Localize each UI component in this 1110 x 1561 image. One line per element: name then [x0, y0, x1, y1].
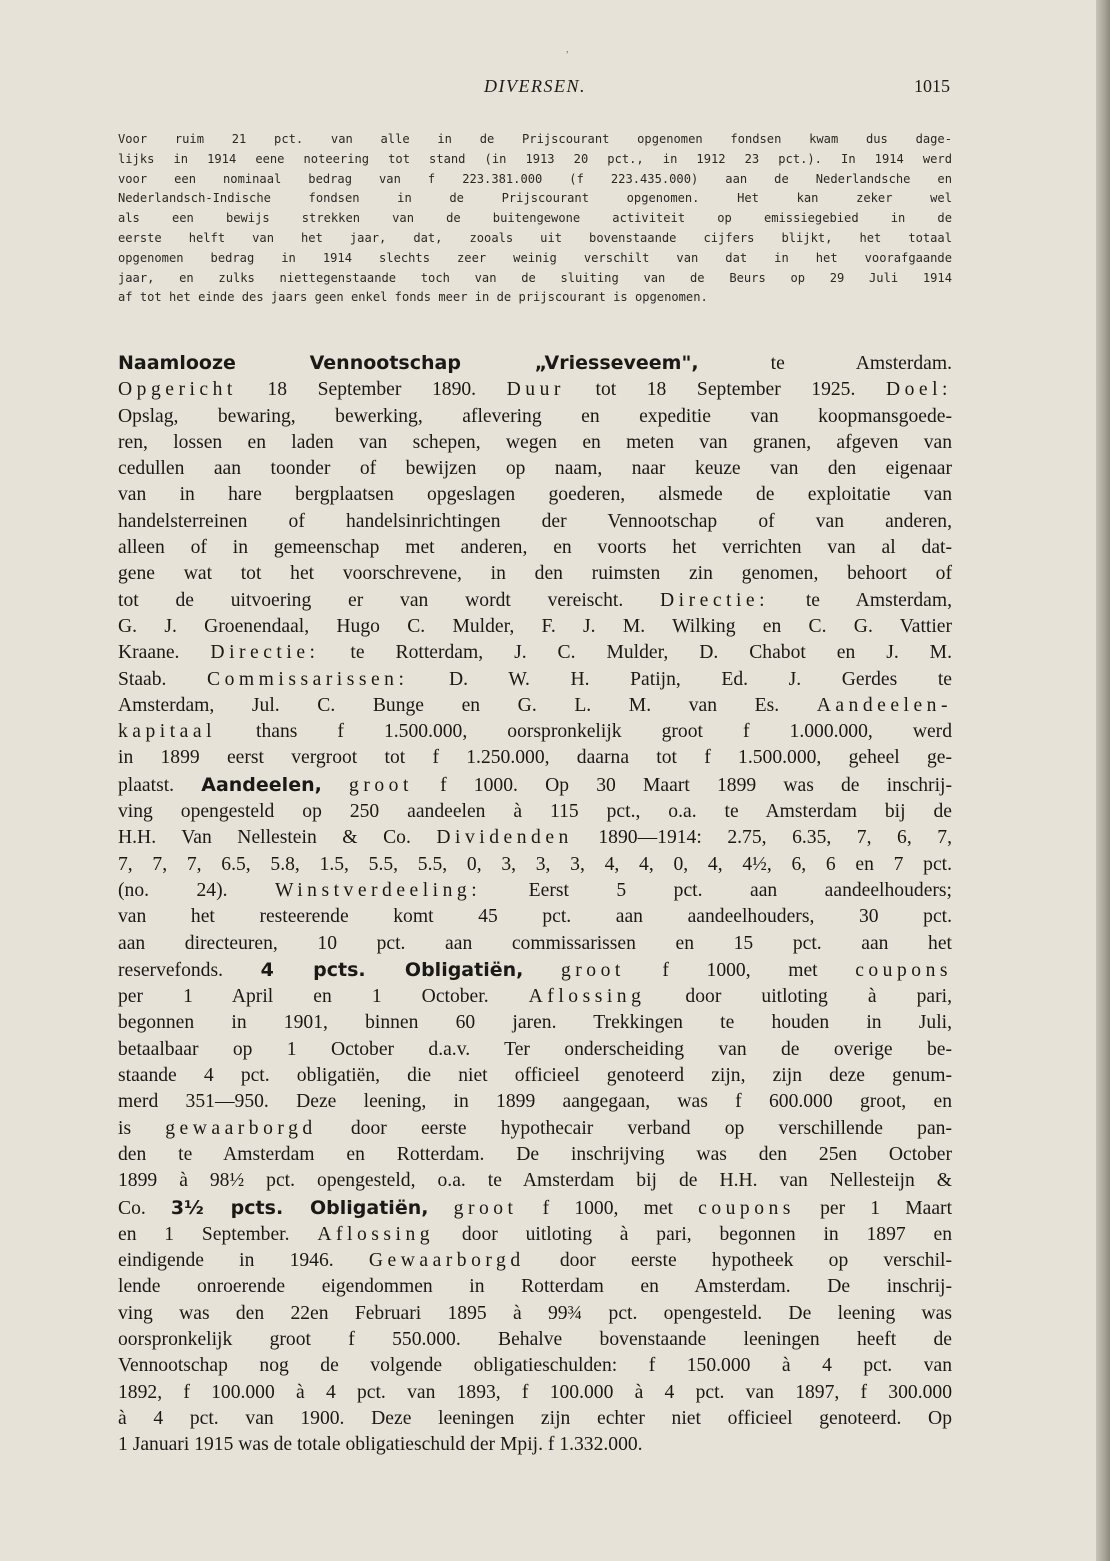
print-mark: ,: [566, 44, 569, 55]
entry-line: [118, 1353, 952, 1379]
entry-text: van het resteerende komt 45 pct. aan aandeelhouders, 30 pct.: [118, 906, 952, 928]
entry-line: [118, 745, 952, 771]
entry-text: van in hare bergplaatsen opgeslagen goederen, alsmede de exploitatie van: [118, 484, 952, 506]
intro-line: als een bewijs strekken van de buitengewone activiteit op emissiegebied in de: [118, 211, 952, 226]
entry-text: [523, 960, 561, 981]
company-name: Naamlooze Vennootschap „Vriesseveem",: [118, 352, 699, 374]
entry-line: [118, 640, 952, 666]
entry-text: per 1 Maart: [794, 1197, 953, 1219]
entry-line: [118, 1380, 952, 1406]
entry-line: [118, 561, 952, 587]
spaced-keyword: groot: [453, 1197, 518, 1219]
entry-text: f 1000. Op 30 Maart 1899 was de inschrij-: [412, 774, 952, 796]
entry-text: 7, 7, 7, 6.5, 5.8, 1.5, 5.5, 5.5, 0, 3, 3, 3, 4, 4, 0, 4, 4½, 6, 6 en 7 pct.: [118, 853, 952, 875]
entry-line: [118, 614, 952, 640]
intro-line: af tot het einde des jaars geen enkel fonds meer in de prijscourant is opgenomen.: [118, 290, 708, 305]
spaced-keyword: Duur: [506, 379, 565, 401]
entry-line: [118, 430, 952, 456]
entry-line: [118, 588, 952, 614]
entry-text: 18 September 1890.: [236, 379, 507, 401]
entry-text: door uitloting à pari,: [645, 986, 952, 1008]
entry-line: [118, 1301, 952, 1327]
entry-line: [118, 1327, 952, 1353]
entry-line: [118, 984, 952, 1010]
spaced-keyword: groot: [560, 959, 625, 981]
entry-line: [118, 878, 952, 904]
entry-text: f 1000, met: [624, 959, 856, 981]
entry-text: ren, lossen en laden van schepen, wegen en meten van granen, afgeven van: [118, 431, 952, 453]
running-title: DIVERSEN.: [484, 76, 586, 96]
entry-line: [118, 1274, 952, 1300]
entry-text: per 1 April en 1 October.: [118, 986, 529, 1008]
spaced-keyword: groot: [349, 774, 413, 796]
entry-line: [118, 719, 952, 745]
section-heading: 4 pcts. Obligatiën,: [260, 958, 524, 981]
entry-text: door eerste hypothecair verband op verschillende pan-: [316, 1117, 952, 1139]
spaced-keyword: Gewaarborgd: [368, 1250, 525, 1272]
entry-text: aan directeuren, 10 pct. aan commissarissen en 15 pct. aan het: [118, 932, 952, 954]
entry-text: H.H. Van Nellestein & Co.: [118, 827, 437, 849]
section-heading: Aandeelen,: [201, 773, 322, 796]
spaced-keyword: Winstverdeeling:: [275, 879, 482, 901]
entry-line: [118, 509, 952, 535]
entry-text: Kraane.: [118, 642, 211, 664]
entry-line: [118, 1116, 952, 1142]
page-header: [120, 76, 950, 102]
intro-line: Nederlandsch-Indische fondsen in de Prijscourant opgenomen. Het kan zeker wel: [118, 191, 952, 206]
intro-paragraph: [118, 130, 952, 308]
company-heading: [118, 350, 952, 377]
spaced-keyword: Aflossing: [528, 986, 646, 1008]
entry-line: [118, 931, 952, 957]
entry-text: 1 Januari 1915 was de totale obligatieschuld der Mpij. f 1.332.000.: [118, 1434, 643, 1456]
entry-line: [118, 404, 952, 430]
entry-text: Staab.: [118, 668, 208, 690]
entry-text: [428, 1198, 453, 1219]
entry-text: Vennootschap nog de volgende obligatieschulden: f 150.000 à 4 pct. van: [118, 1355, 952, 1377]
entry-text: merd 351—950. Deze leening, in 1899 aangegaan, was f 600.000 groot, en: [118, 1091, 952, 1113]
entry-text: 1890—1914: 2.75, 6.35, 7, 6, 7,: [572, 827, 952, 849]
spaced-keyword: Aandeelen-: [816, 694, 952, 716]
spaced-keyword: coupons: [855, 959, 952, 981]
entry-line: [118, 1195, 952, 1222]
entry-text: staande 4 pct. obligatiën, die niet officieel genoteerd zijn, zijn deze genum-: [118, 1065, 952, 1087]
entry-text: plaatst.: [118, 774, 202, 796]
entry-line: [118, 535, 952, 561]
entry-text: is: [118, 1117, 166, 1139]
entry-text: tot de uitvoering er van wordt vereischt.: [118, 589, 661, 611]
spaced-keyword: gewaarborgd: [165, 1117, 317, 1139]
entry-line: [118, 1432, 952, 1458]
company-entry: [118, 350, 952, 1458]
intro-line: jaar, en zulks niettegenstaande toch van de sluiting van de Beurs op 29 Juli 1914: [118, 270, 952, 285]
spaced-keyword: coupons: [698, 1197, 795, 1219]
entry-line: [118, 1222, 952, 1248]
entry-line: [118, 667, 952, 693]
entry-line: [118, 904, 952, 930]
spaced-keyword: Doel:: [885, 379, 952, 401]
spaced-keyword: Commissarissen:: [207, 668, 409, 690]
intro-line: lijks in 1914 eene noteering tot stand (in 1913 20 pct., in 1912 23 pct.). In 1914 werd: [118, 151, 952, 166]
entry-line: [118, 957, 952, 984]
spaced-keyword: kapitaal: [118, 721, 217, 743]
entry-text: reservefonds.: [118, 959, 261, 981]
entry-text: handelsterreinen of handelsinrichtingen der Vennootschap of van anderen,: [118, 510, 952, 532]
entry-line: [118, 1063, 952, 1089]
entry-line: [118, 1168, 952, 1194]
page-number: 1015: [914, 76, 950, 96]
entry-text: begonnen in 1901, binnen 60 jaren. Trekkingen te houden in Juli,: [118, 1012, 952, 1034]
entry-text: tot 18 September 1925.: [564, 379, 886, 401]
spaced-keyword: Aflossing: [317, 1223, 435, 1245]
entry-line: [118, 1406, 952, 1432]
entry-text: en 1 September.: [118, 1223, 318, 1245]
entry-line: [118, 1089, 952, 1115]
entry-line: [118, 825, 952, 851]
entry-text: door uitloting à pari, begonnen in 1897 en: [434, 1223, 952, 1245]
entry-text: betaalbaar op 1 October d.a.v. Ter onderscheiding van de overige be-: [118, 1038, 952, 1060]
spaced-keyword: Directie:: [660, 589, 770, 611]
entry-line: [118, 693, 952, 719]
entry-text: te Rotterdam, J. C. Mulder, D. Chabot en J. M.: [319, 642, 952, 664]
entry-text: [322, 775, 349, 796]
entry-line: [118, 772, 952, 799]
intro-line: voor een nominaal bedrag van f 223.381.000 (f 223.435.000) aan de Nederlandsche en: [118, 171, 952, 186]
entry-line: [118, 852, 952, 878]
entry-text: à 4 pct. van 1900. Deze leeningen zijn echter niet officieel genoteerd. Op: [118, 1407, 952, 1429]
entry-line: [118, 1248, 952, 1274]
entry-line: [118, 456, 952, 482]
company-entry-body: [118, 377, 952, 1458]
entry-text: eindigende in 1946.: [118, 1250, 369, 1272]
entry-text: thans f 1.500.000, oorspronkelijk groot f 1.000.000, werd: [216, 721, 952, 743]
entry-text: f 1000, met: [517, 1197, 699, 1219]
spaced-keyword: Directie:: [210, 642, 320, 664]
entry-text: Co.: [118, 1197, 171, 1219]
entry-line: [118, 799, 952, 825]
entry-line: [118, 377, 952, 403]
intro-line: eerste helft van het jaar, dat, zooals uit bovenstaande cijfers blijkt, het totaal: [118, 230, 952, 245]
entry-text: lende onroerende eigendommen in Rotterdam en Amsterdam. De inschrij-: [118, 1276, 952, 1298]
intro-line: Voor ruim 21 pct. van alle in de Prijscourant opgenomen fondsen kwam dus dage-: [118, 132, 952, 146]
entry-text: 1899 à 98½ pct. opengesteld, o.a. te Amsterdam bij de H.H. van Nellesteijn &: [118, 1170, 952, 1192]
entry-text: Amsterdam, Jul. C. Bunge en G. L. M. van Es.: [118, 694, 817, 716]
entry-text: oorspronkelijk groot f 550.000. Behalve bovenstaande leeningen heeft de: [118, 1328, 952, 1350]
entry-line: [118, 1037, 952, 1063]
entry-text: 1892, f 100.000 à 4 pct. van 1893, f 100.000 à 4 pct. van 1897, f 300.000: [118, 1381, 952, 1403]
entry-text: G. J. Groenendaal, Hugo C. Mulder, F. J. M. Wilking en C. G. Vattier: [118, 615, 952, 637]
entry-text: in 1899 eerst vergroot tot f 1.250.000, daarna tot f 1.500.000, geheel ge-: [118, 747, 952, 769]
intro-line: opgenomen bedrag in 1914 slechts zeer weinig verschilt van dat in het voorafgaande: [118, 250, 952, 265]
company-location: te Amsterdam.: [698, 353, 953, 374]
entry-text: Eerst 5 pct. aan aandeelhouders;: [481, 879, 952, 901]
entry-line: [118, 482, 952, 508]
entry-text: D. W. H. Patijn, Ed. J. Gerdes te: [408, 668, 952, 690]
spaced-keyword: Opgericht: [118, 379, 237, 401]
entry-text: ving was den 22en Februari 1895 à 99¾ pct. opengesteld. De leening was: [118, 1302, 952, 1324]
entry-text: cedullen aan toonder of bewijzen op naam, naar keuze van den eigenaar: [118, 458, 952, 480]
entry-text: alleen of in gemeenschap met anderen, en voorts het verrichten van al dat-: [118, 537, 952, 559]
entry-text: door eerste hypotheek op verschil-: [524, 1250, 952, 1272]
section-heading: 3½ pcts. Obligatiën,: [170, 1196, 429, 1219]
book-binding-edge: [1096, 0, 1110, 1561]
entry-text: Opslag, bewaring, bewerking, aflevering en expeditie van koopmansgoede-: [118, 405, 952, 427]
entry-line: [118, 1010, 952, 1036]
entry-text: den te Amsterdam en Rotterdam. De inschrijving was den 25en October: [118, 1143, 952, 1165]
entry-text: (no. 24).: [118, 879, 276, 901]
spaced-keyword: Dividenden: [436, 827, 573, 849]
entry-text: gene wat tot het voorschrevene, in den ruimsten zin genomen, behoort of: [118, 563, 952, 585]
entry-line: [118, 1142, 952, 1168]
entry-text: ving opengesteld op 250 aandeelen à 115 pct., o.a. te Amsterdam bij de: [118, 801, 952, 823]
entry-text: te Amsterdam,: [769, 589, 952, 611]
